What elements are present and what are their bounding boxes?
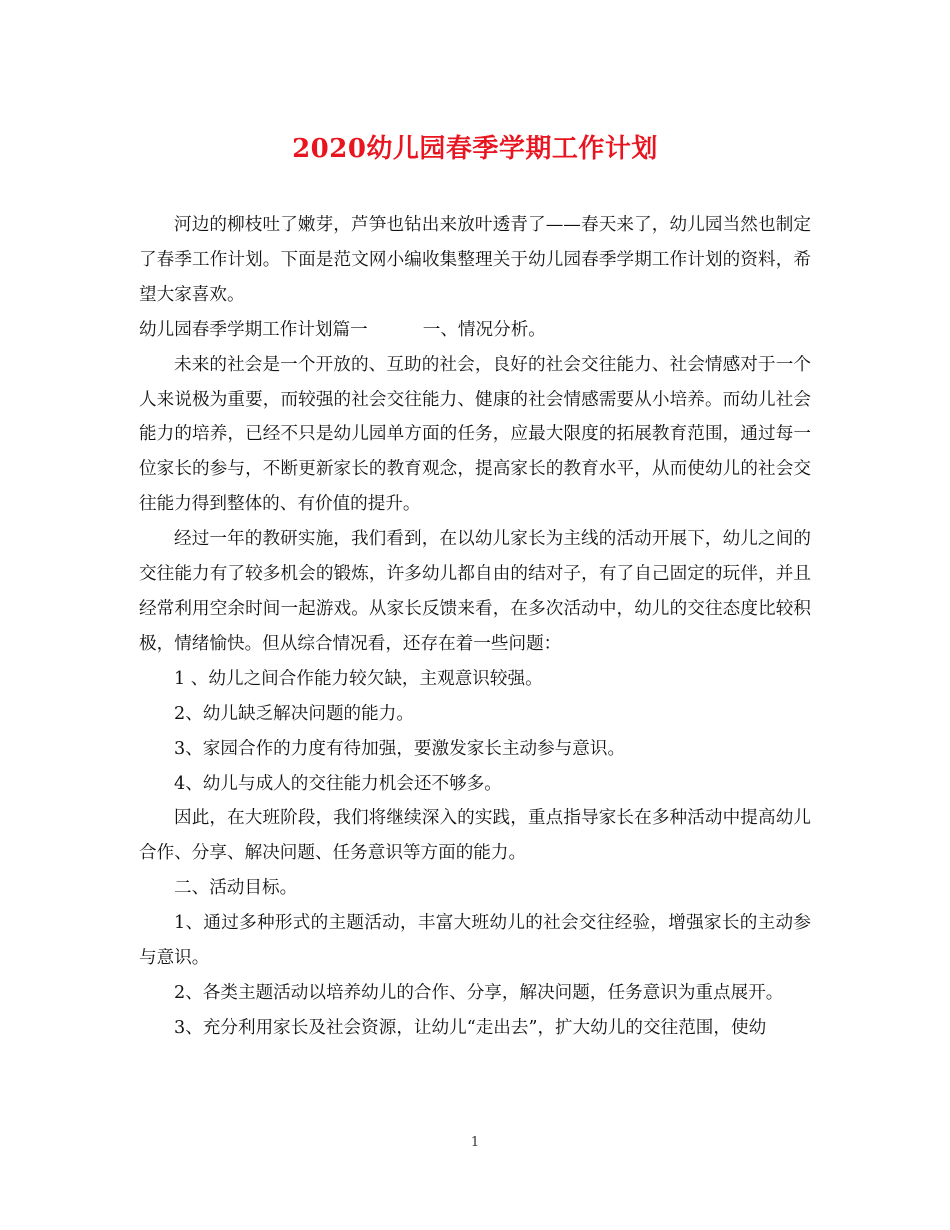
heading-spacer: [368, 313, 423, 348]
list-item-goal-2: 2、各类主题活动以培养幼儿的合作、分享，解决问题，任务意识为重点展开。: [174, 982, 784, 1003]
section-heading-goals: 二、活动目标。: [174, 878, 298, 899]
paragraph-research: 经过一年的教研实施，我们看到，在以幼儿家长为主线的活动开展下，幼儿之间的交往能力有了较多机会的锻炼，许多幼儿都自由的结对子，有了自己固定的玩伴，并且经常利用空余时间一起游戏。从家长反馈来看，在多次活动中，幼儿的交往态度比较积极，情绪愉快。但从综合情况看，还存在着一些问题：: [139, 529, 811, 654]
list-item-problem-1: 1 、幼儿之间合作能力较欠缺，主观意识较强。: [174, 668, 543, 689]
list-item-goal-1: 1、通过多种形式的主题活动，丰富大班幼儿的社会交往经验，增强家长的主动参与意识。: [139, 913, 811, 969]
paragraph-society: 未来的社会是一个开放的、互助的社会，良好的社会交往能力、社会情感对于一个人来说极为重要，而较强的社会交往能力、健康的社会情感需要从小培养。而幼儿社会能力的培养，已经不只是幼儿园单方面的任务，应最大限度的拓展教育范围，通过每一位家长的参与，不断更新家长的教育观念，提高家长的教育水平，从而使幼儿的社会交往能力得到整体的、有价值的提升。: [139, 354, 811, 515]
page-number: 1: [470, 1135, 480, 1150]
section-heading-title: 幼儿园春季学期工作计划篇一: [139, 319, 368, 340]
document-body: [139, 208, 811, 1046]
paragraph-therefore: 因此，在大班阶段，我们将继续深入的实践，重点指导家长在多种活动中提高幼儿合作、分享、解决问题、任务意识等方面的能力。: [139, 808, 811, 864]
list-item-problem-3: 3、家园合作的力度有待加强，要激发家长主动参与意识。: [174, 738, 626, 759]
section-heading-line: [139, 313, 811, 348]
paragraph-intro: 河边的柳枝吐了嫩芽，芦笋也钻出来放叶透青了——春天来了，幼儿园当然也制定了春季工作计划。下面是范文网小编收集整理关于幼儿园春季学期工作计划的资料，希望大家喜欢。: [139, 215, 811, 305]
section-heading-subtitle: 一、情况分析。: [422, 319, 546, 340]
document-title: 2020幼儿园春季学期工作计划: [292, 134, 658, 164]
list-item-problem-2: 2、幼儿缺乏解决问题的能力。: [174, 703, 414, 724]
list-item-goal-3: 3、充分利用家长及社会资源，让幼儿“走出去”，扩大幼儿的交往范围，使幼: [174, 1017, 767, 1038]
list-item-problem-4: 4、幼儿与成人的交往能力机会还不够多。: [174, 773, 502, 794]
